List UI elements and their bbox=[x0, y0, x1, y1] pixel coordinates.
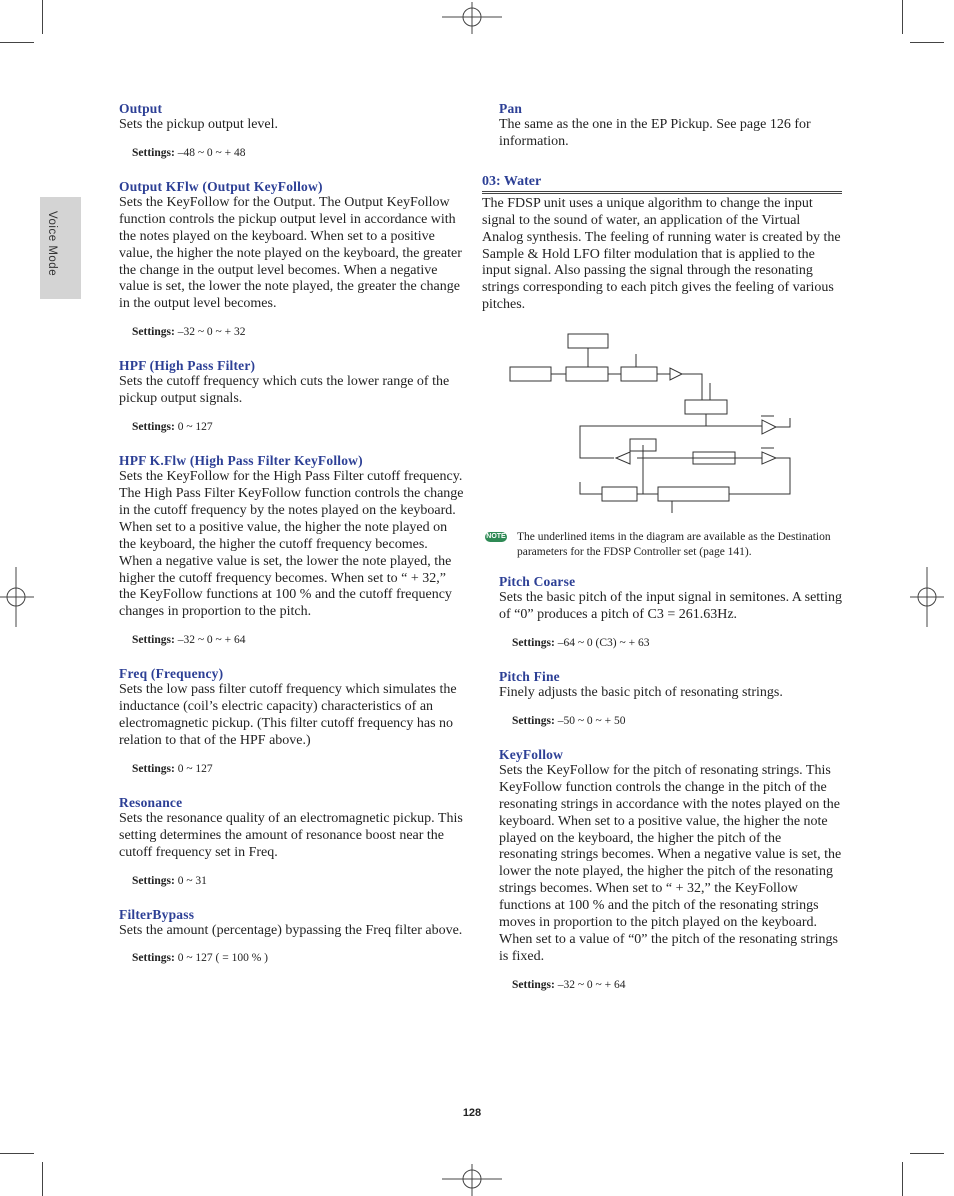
diagram-block bbox=[566, 367, 608, 381]
settings-value: –32 ~ 0 ~ + 32 bbox=[177, 326, 246, 339]
param-description: Sets the cutoff frequency which cuts the lower range of the pickup output signals. bbox=[119, 374, 450, 407]
param-freq bbox=[119, 665, 464, 777]
signal-flow-diagram bbox=[482, 318, 842, 513]
diagram-block bbox=[621, 367, 657, 381]
settings-value: –64 ~ 0 (C3) ~ + 63 bbox=[557, 636, 650, 649]
settings-label: Settings: bbox=[132, 326, 175, 339]
param-keyfollow bbox=[482, 746, 842, 993]
param-pan bbox=[482, 100, 842, 151]
crop-mark bbox=[910, 1153, 944, 1154]
param-title: FilterBypass bbox=[119, 906, 195, 922]
side-tab bbox=[40, 197, 81, 299]
settings-label: Settings: bbox=[132, 952, 175, 965]
side-tab-label: Voice Mode bbox=[46, 211, 58, 277]
param-description: Sets the low pass filter cutoff frequency which simulates the inductance (coil’s electric capacity) characteristics of an electromagnetic pickup. (This filter cutoff frequency has no relation to that of the HPF above.) bbox=[119, 682, 457, 748]
param-settings bbox=[132, 325, 464, 340]
settings-value: 0 ~ 127 bbox=[177, 762, 213, 775]
param-settings bbox=[132, 762, 464, 777]
param-title: KeyFollow bbox=[499, 746, 564, 762]
param-title: Output KFlw (Output KeyFollow) bbox=[119, 178, 323, 194]
param-title: HPF (High Pass Filter) bbox=[119, 358, 256, 374]
settings-value: –32 ~ 0 ~ + 64 bbox=[557, 978, 626, 991]
settings-label: Settings: bbox=[512, 714, 555, 727]
param-filter-bypass bbox=[119, 906, 464, 967]
param-hpf bbox=[119, 357, 464, 435]
section-title: 03: Water bbox=[482, 173, 842, 194]
param-description: Sets the KeyFollow for the pitch of resonating strings. This KeyFollow function controls the change in the pitch of the resonating strings in accordance with the notes played on the keyboard. When set to a positive value, the higher the note played on the keyboard, the higher the pitch of the resonating strings becomes. When a negative value is set, the lower the note played, the higher the pitch of the resonating strings becomes. When set to “ + 32,” the KeyFollow functions at 100 % and the pitch of the resonating strings moves in proportion to the pitch played on the keyboard. When set to a value of “0” the pitch of the resonating strings is fixed. bbox=[499, 762, 842, 964]
param-title: Freq (Frequency) bbox=[119, 666, 224, 682]
diagram-block bbox=[602, 487, 637, 501]
registration-mark-icon bbox=[442, 2, 502, 34]
param-title: HPF K.Flw (High Pass Filter KeyFollow) bbox=[119, 453, 363, 469]
param-hpf-kflw bbox=[119, 452, 464, 648]
note-text: The underlined items in the diagram are available as the Destination parameters for the FDSP Controller set (page 141). bbox=[517, 531, 831, 558]
left-column bbox=[119, 100, 464, 983]
note bbox=[482, 530, 842, 559]
settings-label: Settings: bbox=[132, 421, 175, 434]
page-number: 128 bbox=[462, 1107, 482, 1119]
param-description: Sets the pickup output level. bbox=[119, 117, 279, 132]
diagram-block bbox=[685, 400, 727, 414]
param-description: Finely adjusts the basic pitch of resonating strings. bbox=[499, 684, 783, 700]
section-water bbox=[482, 173, 842, 314]
amplifier-icon bbox=[670, 368, 682, 380]
amplifier-icon bbox=[762, 452, 776, 464]
settings-label: Settings: bbox=[512, 636, 555, 649]
param-description: Sets the basic pitch of the input signal in semitones. A setting of “0” produces a pitch of C3 = 261.63Hz. bbox=[499, 590, 842, 623]
param-title: Pitch Coarse bbox=[499, 574, 576, 590]
param-output bbox=[119, 100, 464, 161]
crop-mark bbox=[910, 42, 944, 43]
param-settings bbox=[132, 146, 464, 161]
param-title: Resonance bbox=[119, 794, 183, 810]
settings-label: Settings: bbox=[132, 634, 175, 647]
note-icon: NOTE bbox=[486, 533, 506, 541]
param-description: The same as the one in the EP Pickup. See page 126 for information. bbox=[499, 117, 811, 149]
param-description: Sets the amount (percentage) bypassing the Freq filter above. bbox=[119, 922, 463, 938]
param-title: Pitch Fine bbox=[499, 668, 560, 684]
crop-mark bbox=[42, 1162, 43, 1196]
param-description: Sets the resonance quality of an electromagnetic pickup. This setting determines the amount of resonance boost near the cutoff frequency set in Freq. bbox=[119, 810, 463, 860]
settings-value: –32 ~ 0 ~ + 64 bbox=[177, 634, 246, 647]
settings-value: 0 ~ 127 bbox=[177, 421, 213, 434]
crop-mark bbox=[42, 0, 43, 34]
param-settings bbox=[132, 951, 464, 966]
settings-label: Settings: bbox=[132, 146, 175, 159]
param-settings bbox=[132, 633, 464, 648]
param-resonance bbox=[119, 794, 464, 889]
crop-mark bbox=[0, 42, 34, 43]
amplifier-icon bbox=[762, 420, 776, 434]
param-settings bbox=[132, 420, 464, 435]
registration-mark-icon bbox=[0, 567, 34, 627]
settings-value: –48 ~ 0 ~ + 48 bbox=[177, 146, 246, 159]
param-settings bbox=[512, 636, 842, 651]
param-output-kflw bbox=[119, 178, 464, 340]
section-description: The FDSP unit uses a unique algorithm to change the input signal to the sound of water, an application of the Virtual Analog synthesis. The feeling of running water is created by the Sample & Hold LFO filter modulation that is applied to the input signal. Also passing the signal through the resonating strings corresponding to each pitch gives the feeling of various pitches. bbox=[482, 195, 841, 313]
diagram-block bbox=[658, 487, 729, 501]
diagram-block bbox=[568, 334, 608, 348]
registration-mark-icon bbox=[442, 1164, 502, 1196]
param-title: Pan bbox=[499, 101, 523, 116]
param-settings bbox=[512, 978, 842, 993]
param-pitch-fine bbox=[482, 668, 842, 729]
crop-mark bbox=[0, 1153, 34, 1154]
settings-label: Settings: bbox=[132, 874, 175, 887]
settings-value: 0 ~ 127 ( = 100 % ) bbox=[177, 952, 269, 965]
settings-label: Settings: bbox=[132, 762, 175, 775]
param-description: Sets the KeyFollow for the Output. The Output KeyFollow function controls the pickup output level in accordance with the notes played on the keyboard. When set to a positive value, the higher the note played on the keyboard, the greater the change in the output level becomes. When a negative value is set, the lower the note played, the greater the change in the output level becomes. bbox=[119, 194, 462, 312]
param-pitch-coarse bbox=[482, 573, 842, 651]
diagram-block bbox=[510, 367, 551, 381]
amplifier-icon bbox=[616, 452, 630, 464]
param-settings bbox=[512, 714, 842, 729]
crop-mark bbox=[902, 0, 903, 34]
registration-mark-icon bbox=[910, 567, 944, 627]
settings-value: 0 ~ 31 bbox=[177, 874, 207, 887]
param-title: Output bbox=[119, 101, 163, 116]
settings-label: Settings: bbox=[512, 978, 555, 991]
right-column bbox=[482, 100, 842, 1010]
crop-mark bbox=[902, 1162, 903, 1196]
param-settings bbox=[132, 874, 464, 889]
param-description: Sets the KeyFollow for the High Pass Filter cutoff frequency. The High Pass Filter KeyFollow function controls the change in the cutoff frequency by the notes played on the keyboard. When set to a positive value, the higher the note played on the keyboard, the higher the cutoff frequency becomes. When a negative value is set, the lower the note played, the higher the cutoff frequency becomes. When set to “ + 32,” the KeyFollow functions at 100 % and the cutoff frequency changes in proportion to the pitch. bbox=[119, 469, 464, 620]
settings-value: –50 ~ 0 ~ + 50 bbox=[557, 714, 626, 727]
